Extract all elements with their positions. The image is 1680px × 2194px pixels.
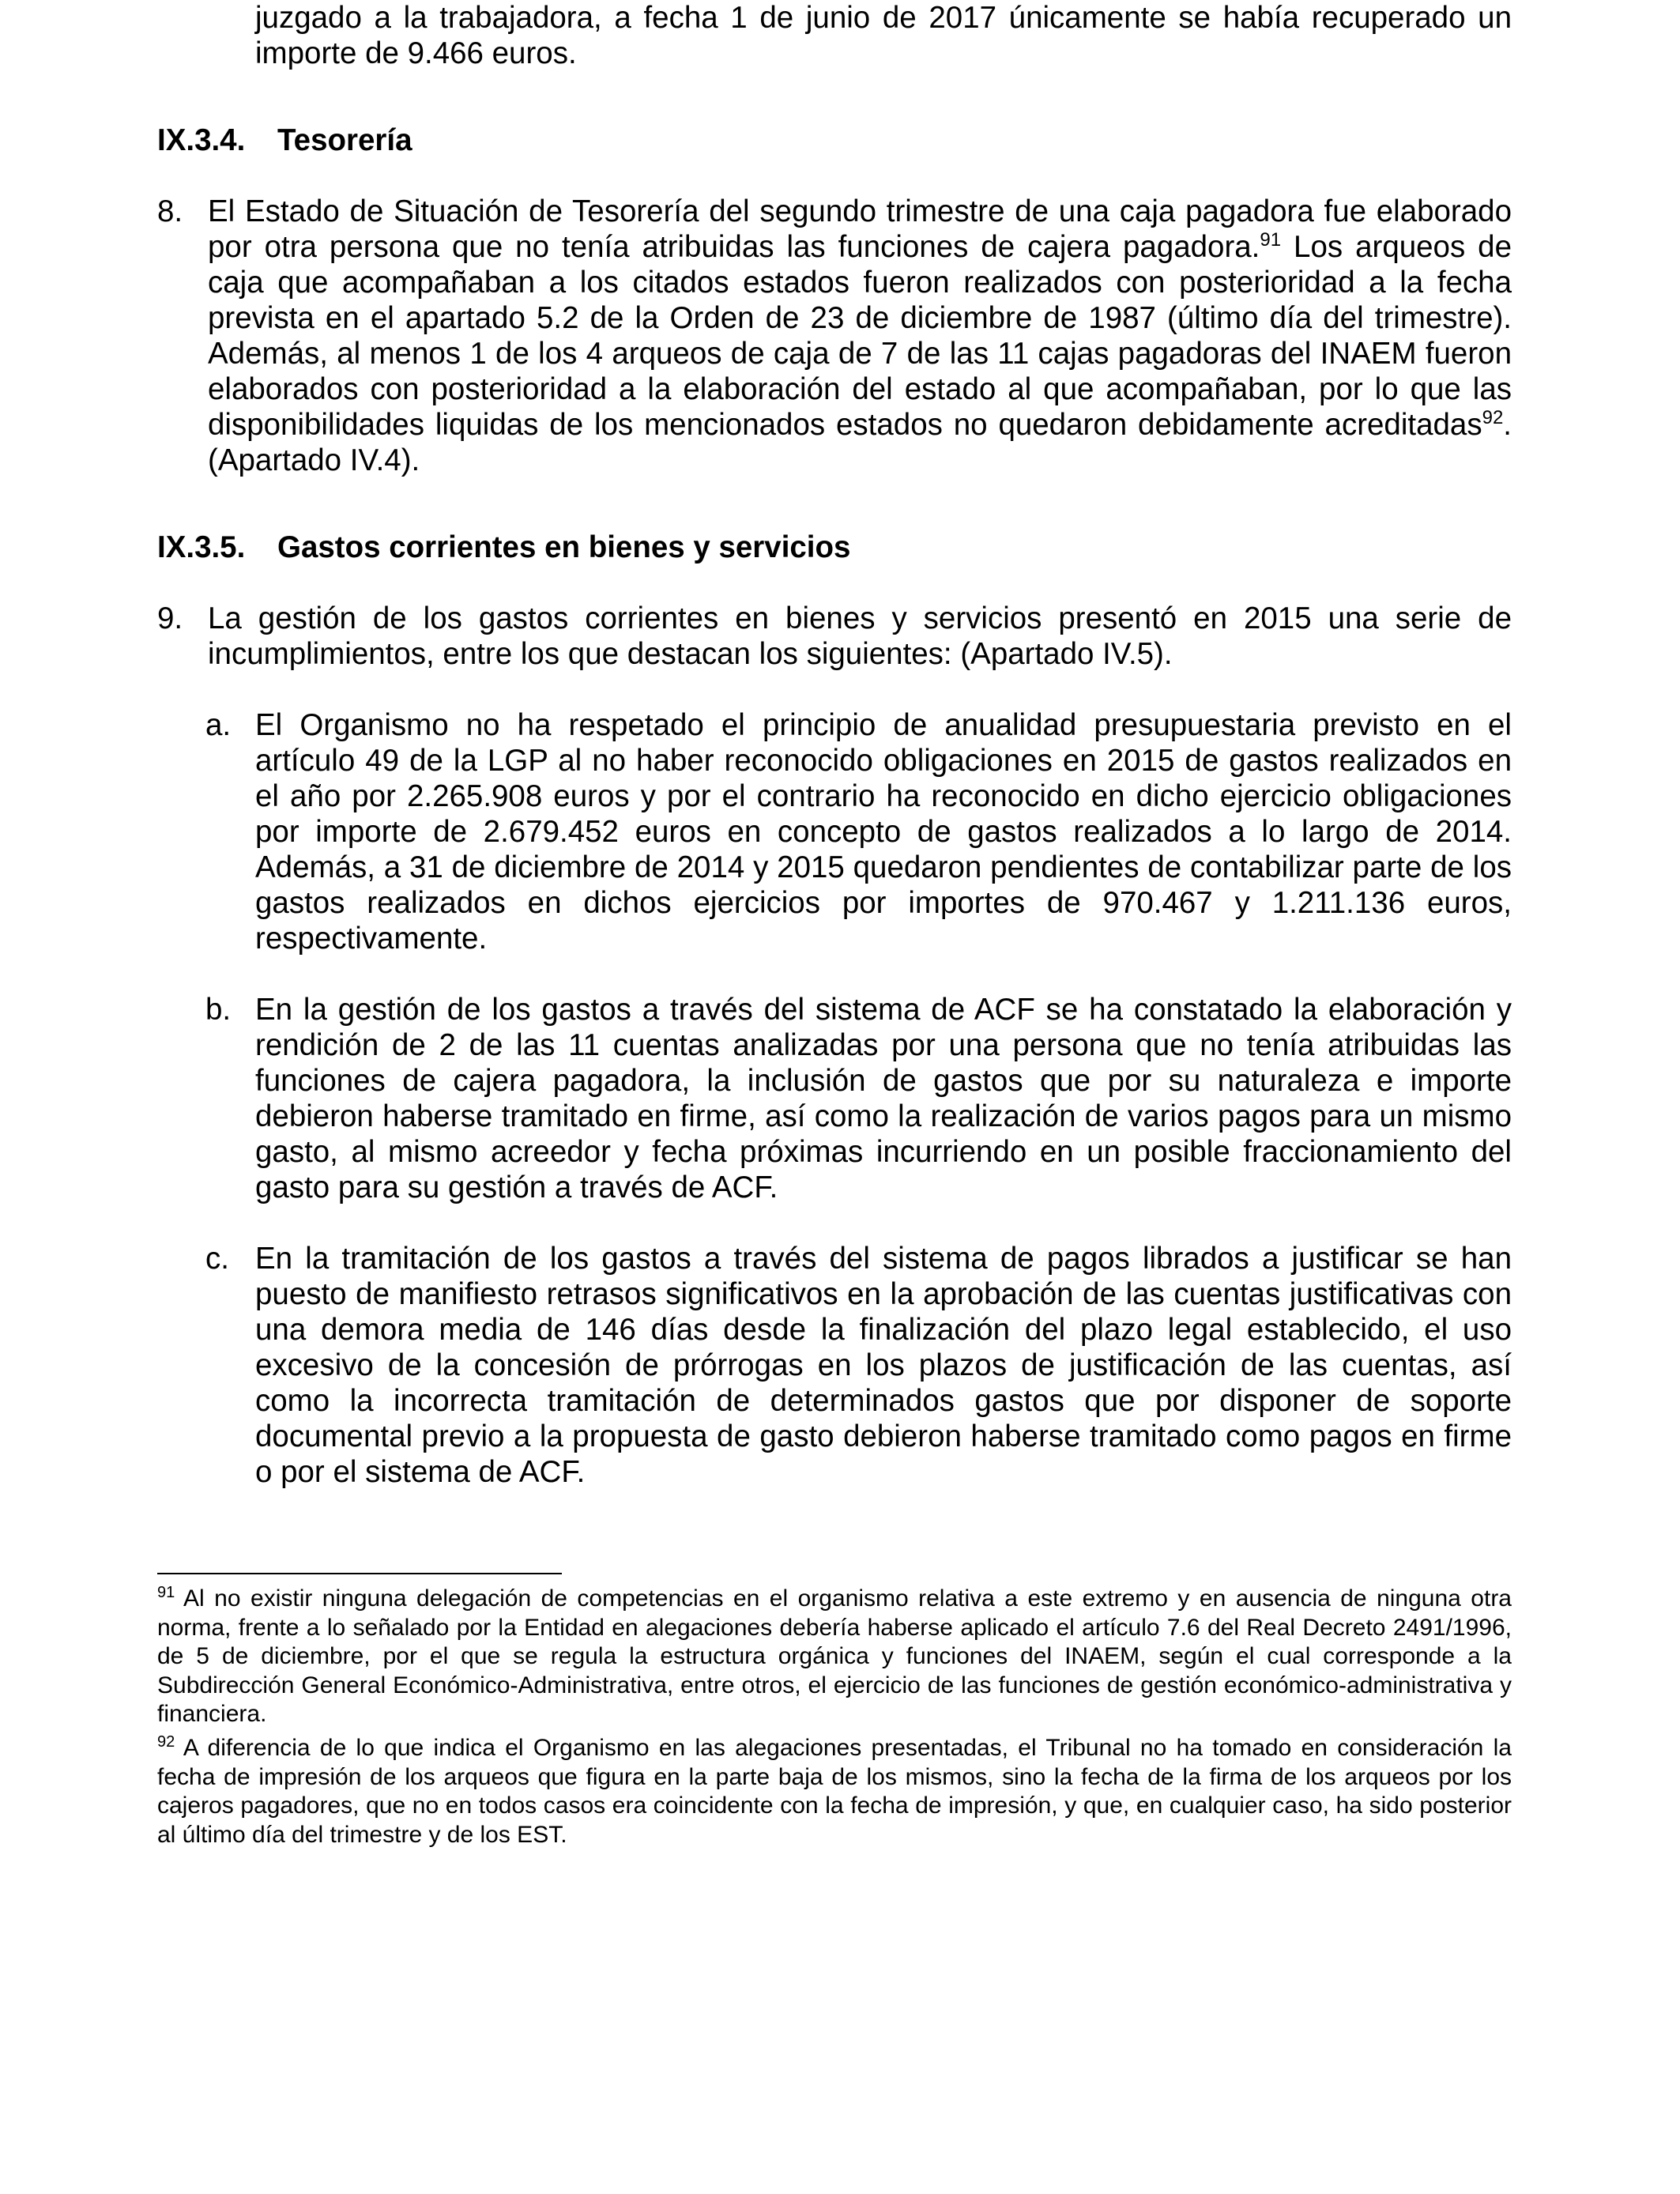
sub-item-a-marker: a. [205, 708, 232, 742]
section-number: IX.3.4. [157, 123, 246, 157]
item-8-paragraph [208, 194, 1512, 478]
section-title: Gastos corrientes en bienes y servicios [277, 530, 851, 564]
sub-item-a-paragraph: El Organismo no ha respetado el principio de anualidad presupuestaria previsto en el artículo 49 de la LGP al no haber reconocido obligaciones en 2015 de gastos realizados en el año por 2.265.908 euros y por el contrario ha reconocido en dicho ejercicio obligaciones por importe de 2.679.452 euros en concepto de gastos realizados a lo largo de 2014. Además, a 31 de diciembre de 2014 y 2015 quedaron pendientes de contabilizar parte de los gastos realizados en dichos ejercicios por importes de 970.467 y 1.211.136 euros, respectivamente. [255, 708, 1512, 956]
section-heading-gastos [157, 530, 850, 565]
sub-item-c-paragraph: En la tramitación de los gastos a través del sistema de pagos librados a justificar se han puesto de manifiesto retrasos significativos en la aprobación de las cuentas justificativas con una demora media de 146 días desde la finalización del plazo legal establecido, el uso excesivo de la concesión de prórrogas en los plazos de justificación de las cuentas, así como la incorrecta tramitación de determinados gastos que por disponer de soporte documental previo a la propuesta de gasto debieron haberse tramitado como pagos en firme o por el sistema de ACF. [255, 1242, 1512, 1489]
item-8-marker: 8. [157, 194, 183, 228]
footnote-separator [157, 1573, 562, 1574]
footnote-number: 91 [157, 1584, 175, 1601]
section-heading-tesoreria [157, 123, 412, 158]
footnote-text: A diferencia de lo que indica el Organismo en las alegaciones presentadas, el Tribunal no ha tomado en consideración la fecha de impresión de los arqueos que figura en la parte baja de los mismos, sino la fecha de la firma de los arqueos por los cajeros pagadores, que no en todos casos era coincidente con la fecha de impresión, y que, en cualquier caso, ha sido posterior al último día del trimestre y de los EST. [157, 1735, 1512, 1848]
footnote-91 [157, 1585, 1512, 1729]
sub-item-b-paragraph: En la gestión de los gastos a través del sistema de ACF se ha constatado la elaboración y rendición de 2 de las 11 cuentas analizadas por una persona que no tenía atribuidas las funciones de cajera pagadora, la inclusión de gastos que por su naturaleza e importe debieron haberse tramitado en firme, así como la realización de varios pagos para un mismo gasto, al mismo acreedor y fecha próximas incurriendo en un posible fraccionamiento del gasto para su gestión a través de ACF. [255, 993, 1512, 1204]
section-number: IX.3.5. [157, 530, 246, 564]
continuation-paragraph: juzgado a la trabajadora, a fecha 1 de junio de 2017 únicamente se había recuperado un importe de 9.466 euros. [255, 1, 1512, 70]
item-8-text-part: . (Apartado IV.4). [208, 408, 1512, 477]
item-8-text-part: Los arqueos de caja que acompañaban a los citados estados fueron realizados con posterioridad a la fecha prevista en el apartado 5.2 de la Orden de 23 de diciembre de 1987 (último día del trimestre). Además, al menos 1 de los 4 arqueos de caja de 7 de las 11 cajas pagadoras del INAEM fueron elaborados con posterioridad a la elaboración del estado al que acompañaban, por lo que las disponibilidades liquidas de los mencionados estados no quedaron debidamente acreditadas [208, 230, 1512, 442]
footnote-92 [157, 1734, 1512, 1849]
section-title: Tesorería [277, 123, 412, 157]
sub-item-b-marker: b. [205, 993, 232, 1027]
sub-item-c-marker: c. [205, 1242, 229, 1276]
item-9-marker: 9. [157, 601, 183, 635]
footnote-number: 92 [157, 1733, 175, 1751]
item-9-paragraph: La gestión de los gastos corrientes en bienes y servicios presentó en 2015 una serie de incumplimientos, entre los que destacan los siguientes: (Apartado IV.5). [208, 601, 1512, 671]
footnote-ref-91[interactable]: 91 [1260, 229, 1282, 251]
footnote-text: Al no existir ninguna delegación de competencias en el organismo relativa a este extremo y en ausencia de ninguna otra norma, frente a lo señalado por la Entidad en alegaciones debería haberse aplicado el artículo 7.6 del Real Decreto 2491/1996, de 5 de diciembre, por el que se regula la estructura orgánica y funciones del INAEM, según el cual corresponde a la Subdirección General Económico-Administrativa, entre otros, el ejercicio de las funciones de gestión económico-administrativa y financiera. [157, 1585, 1512, 1727]
item-8-text-part: El Estado de Situación de Tesorería del segundo trimestre de una caja pagadora fue elaborado por otra persona que no tenía atribuidas las funciones de cajera pagadora. [208, 194, 1512, 264]
footnote-ref-92[interactable]: 92 [1482, 407, 1504, 429]
